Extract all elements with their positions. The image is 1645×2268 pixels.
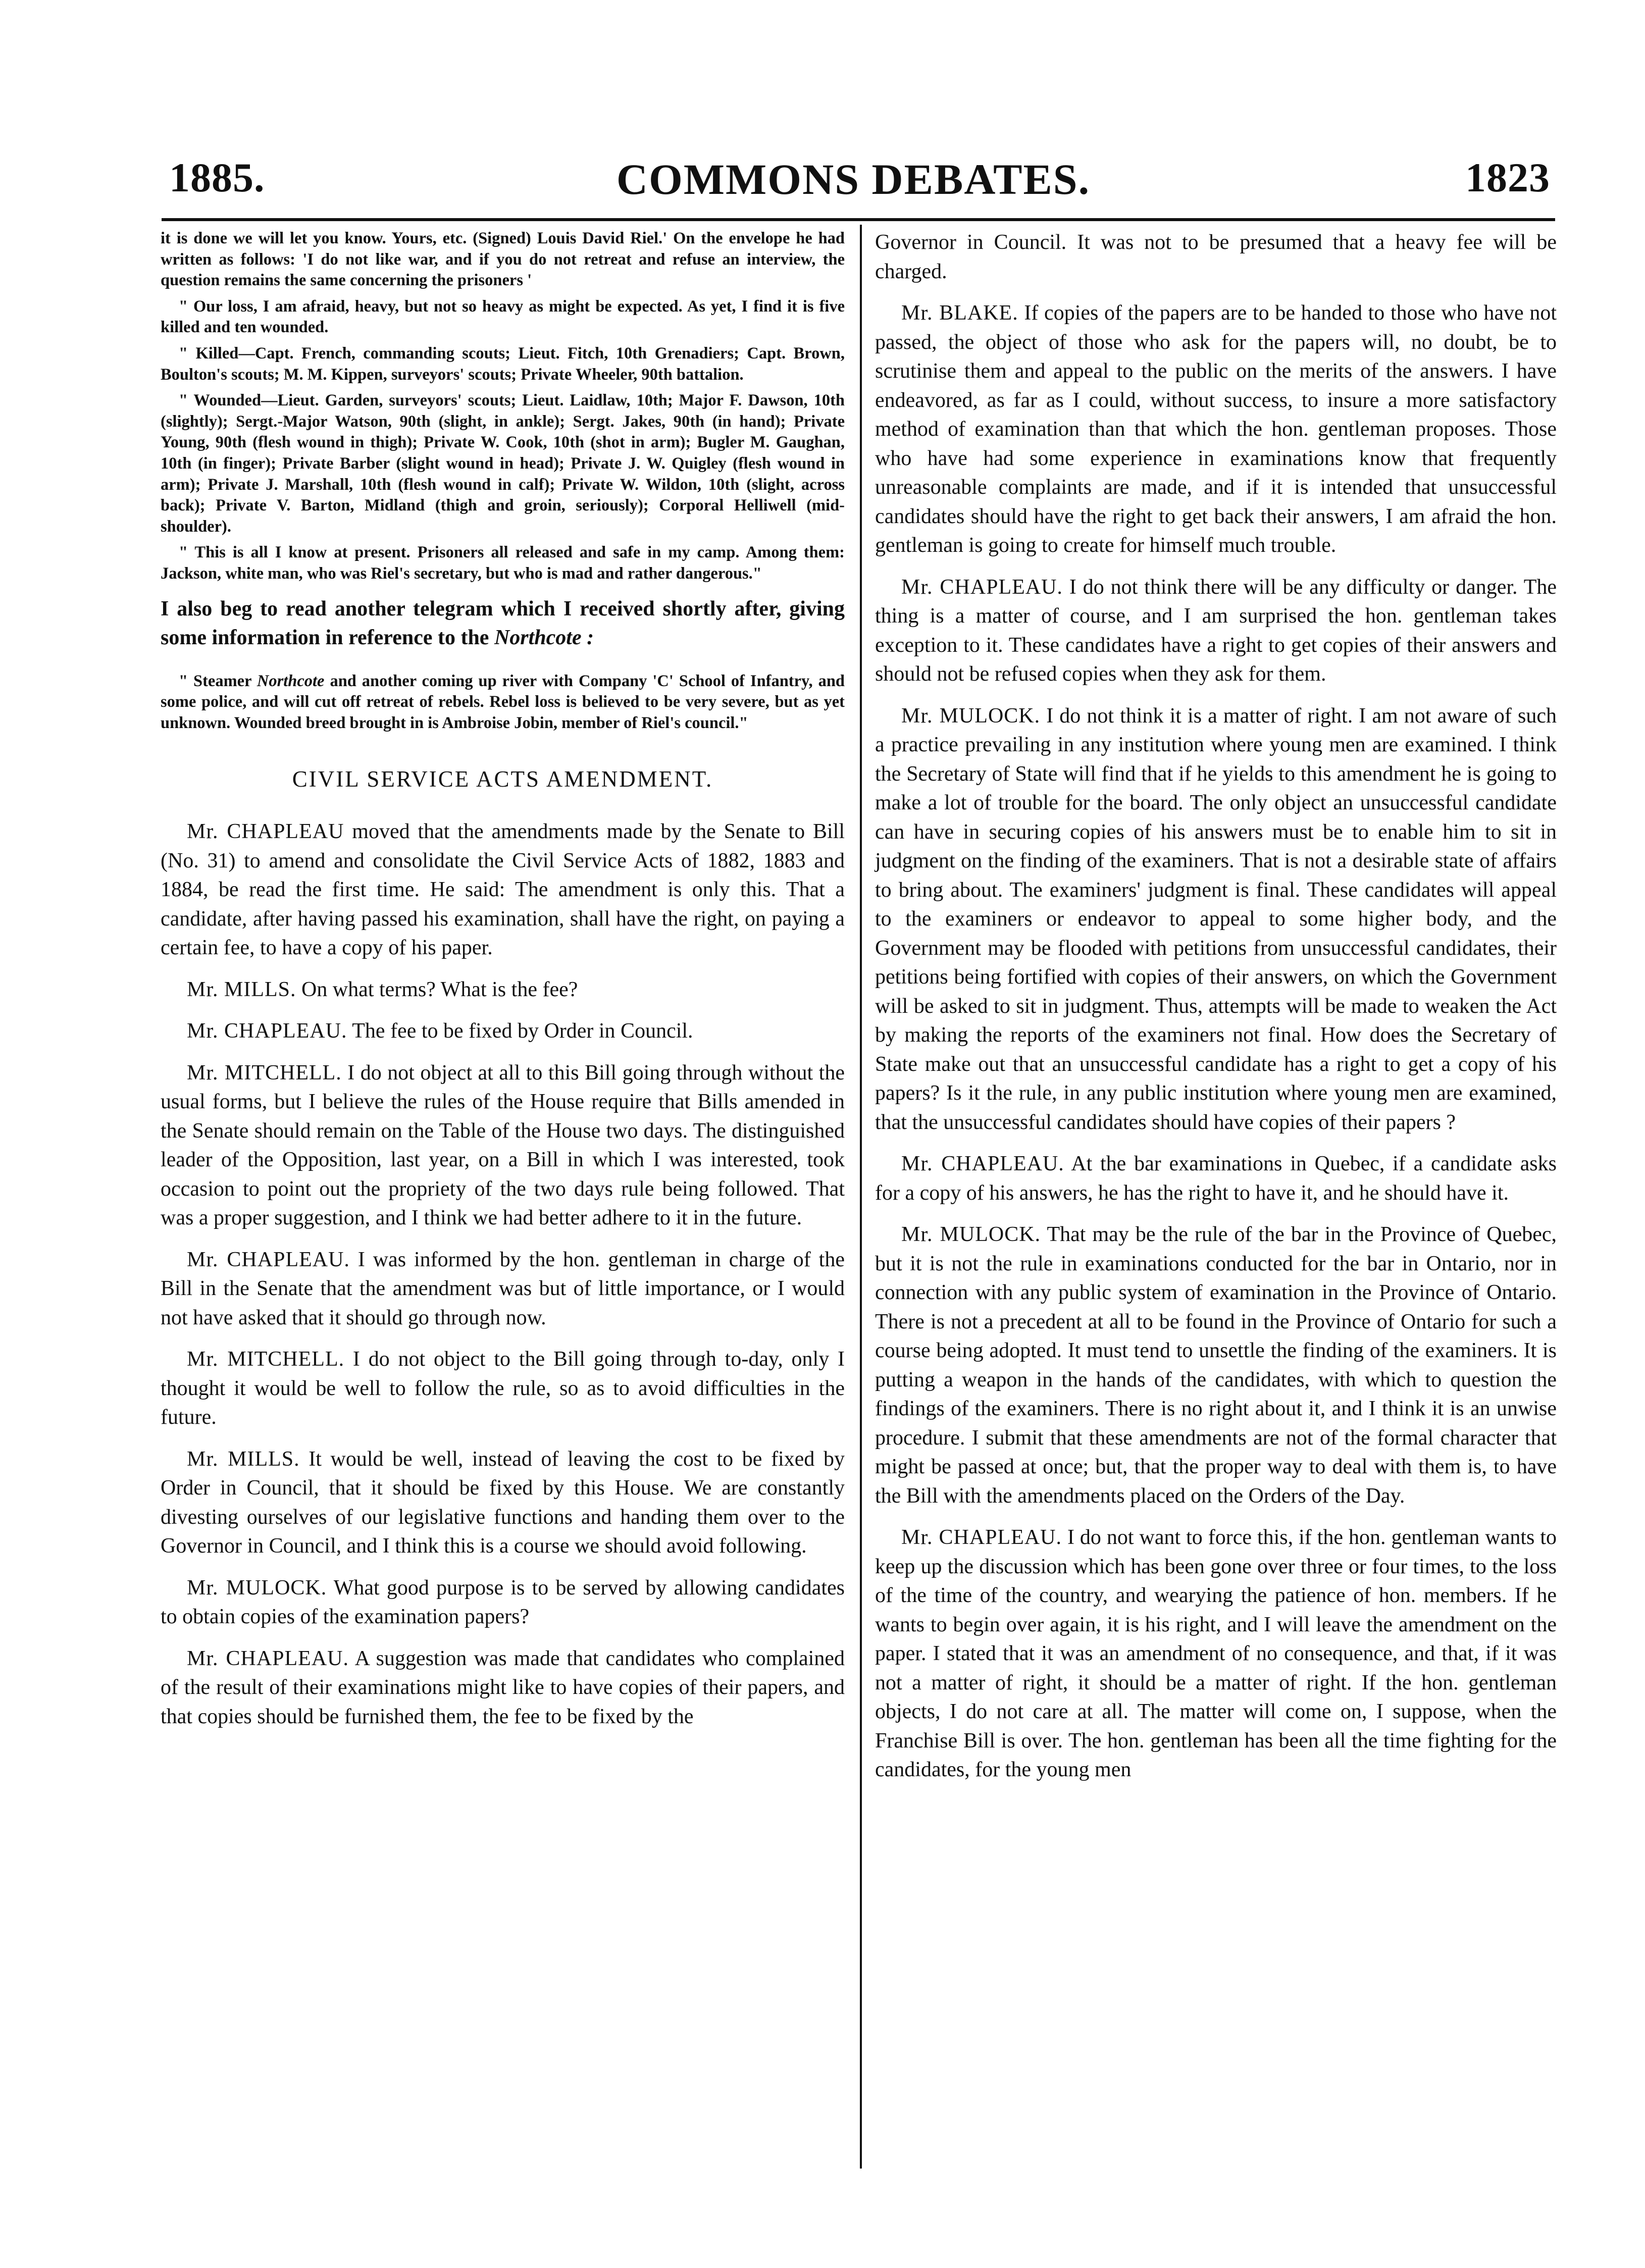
intro-text: I also beg to read another telegram which I received shortly after, giving some information in reference to the <box>161 597 845 649</box>
intro-paragraph <box>161 595 845 653</box>
speech-text: I was informed by the hon. gentleman in charge of the Bill in the Senate that the amendment was but of little importance, or I would not have asked that it should go through now. <box>161 1248 845 1329</box>
telegram-paragraph <box>161 671 845 734</box>
speech-paragraph <box>875 702 1557 1138</box>
speaker-name: Mr. MILLS. <box>187 1447 300 1471</box>
speaker-name: Mr. CHAPLEAU. <box>901 1152 1064 1175</box>
speech-paragraph <box>875 1220 1557 1511</box>
speech-text: That may be the rule of the bar in the Province of Quebec, but it is not the rule in examinations conducted for the bar in Ontario, nor in connection with any public system of examination in the Province of Ontario. There is not a precedent at all to be found in the Province of Ontario for such a course being adopted. It must tend to unsettle the finding of the examiners. It is putting a weapon in the hands of the candidates, with which to question the findings of the examiners. There is no right about it, and I think it is an unwise procedure. I submit that these amendments are not of the formal character that might be passed at once; but, that the proper way to deal with them is, to have the Bill with the amendments placed on the Orders of the Day. <box>875 1223 1557 1508</box>
telegram-open: " Steamer <box>179 672 257 690</box>
speech-text: On what terms? What is the fee? <box>296 977 578 1001</box>
continued-paragraph: Governor in Council. It was not to be presumed that a heavy fee will be charged. <box>875 231 1557 283</box>
speech-paragraph <box>161 1644 845 1732</box>
speech-text: I do not want to force this, if the hon. gentleman wants to keep up the discussion which has been gone over three or four times, to the loss of the time of the country, and wearying the patience of hon. members. If he wants to begin over again, it is his right, and I will leave the amendment on the paper. I stated that it was an amendment of no consequence, and that, if it was not a matter of right, it should be a matter of right. If the hon. gentleman objects, I do not care at all. The matter will come on, I suppose, when the Franchise Bill is over. The hon. gentleman has been all the time fighting for the candidates, for the young men <box>875 1526 1557 1781</box>
speech-text: It would be well, instead of leaving the cost to be fixed by Order in Council, that it should be fixed by this House. We are constantly divesting ourselves of our legislative functions and handing them over to the Governor in Council, and I think this is a course we should avoid following. <box>161 1447 845 1558</box>
speaker-name: Mr. CHAPLEAU. <box>901 575 1063 599</box>
speaker-name: Mr. MULOCK. <box>901 704 1041 728</box>
speech-paragraph <box>161 817 845 963</box>
speech-paragraph <box>161 1345 845 1432</box>
header-title: COMMONS DEBATES. <box>616 155 1091 203</box>
telegram-paragraph: it is done we will let you know. Yours, etc. (Signed) Louis David Riel.' On the envelope he had written as follows: 'I do not like war, and if you do not retreat and refuse an interview, the question remains the same concerning the prisoners ' <box>161 229 845 290</box>
speech-paragraph <box>161 1574 845 1632</box>
speech-text: I do not object at all to this Bill going through without the usual forms, but I believe the rules of the House require that Bills amended in the Senate should remain on the Table of the House two days. The distinguished leader of the Opposition, last year, on a Bill in which I was interested, took occasion to point out the propriety of the two days rule being followed. That was a proper suggestion, and I think we had better adhere to it in the future. <box>161 1061 845 1230</box>
speech-text: I do not object to the Bill going through to-day, only I thought it would be well to follow the rule, so as to avoid difficulties in the future. <box>161 1348 845 1429</box>
speech-text: I do not think there will be any difficulty or danger. The thing is a matter of course, and I am surprised the hon. gentleman takes exception to it. These candidates have a right to get copies of their answers and should not be refused copies when they ask for them. <box>875 575 1557 686</box>
ship-name: Northcote <box>256 672 325 690</box>
speech-text: A suggestion was made that candidates who complained of the result of their examinations might like to have copies of their papers, and that copies should be furnished them, the fee to be fixed by the <box>161 1646 845 1728</box>
speech-paragraph <box>875 1150 1557 1208</box>
speaker-name: Mr. MITCHELL. <box>187 1061 342 1085</box>
left-column <box>161 228 845 1744</box>
telegram-paragraph: " This is all I know at present. Prisoners all released and safe in my camp. Among them: Jackson, white man, who was Riel's secretary, but who is mad and rather dangerous." <box>161 543 845 583</box>
speaker-name: Mr. MITCHELL. <box>187 1348 345 1371</box>
speaker-name: Mr. MILLS. <box>187 977 296 1001</box>
section-heading: CIVIL SERVICE ACTS AMENDMENT. <box>292 766 713 792</box>
ship-name: Northcote : <box>494 626 594 649</box>
speaker-name: Mr. CHAPLEAU <box>187 820 344 844</box>
speech-paragraph <box>875 299 1557 560</box>
speaker-name: Mr. BLAKE. <box>901 301 1018 325</box>
telegram-paragraph: " Our loss, I am afraid, heavy, but not so heavy as might be expected. As yet, I find it is five killed and ten wounded. <box>161 297 845 337</box>
speech-text: If copies of the papers are to be handed to those who have not passed, the object of those who ask for the papers will, no doubt, be to scrutinise them and appeal to the public on the merits of the answers. I have endeavored, as far as I could, without success, to insure a more satisfactory method of examination than that which the hon. gentleman proposes. Those who have had some experience in examinations know that frequently unreasonable complaints are made, and if it is intended that unsuccessful candidates should have the right to get back their answers, I am afraid the hon. gentleman is going to create for himself much trouble. <box>875 301 1557 557</box>
speech-text: moved that the amendments made by the Senate to Bill (No. 31) to amend and consolidate the Civil Service Acts of 1882, 1883 and 1884, be read the first time. He said: The amendment is only this. That a candidate, after having passed his examination, shall have the right, on paying a certain fee, to have a copy of his paper. <box>161 820 845 960</box>
speech-text: What good purpose is to be served by allowing candidates to obtain copies of the examination papers? <box>161 1576 845 1629</box>
speaker-name: Mr. CHAPLEAU. <box>187 1019 347 1043</box>
right-column <box>875 228 1557 1797</box>
page-header <box>151 144 1555 215</box>
speaker-name: Mr. MULOCK. <box>187 1576 327 1600</box>
telegram-paragraph: " Wounded—Lieut. Garden, surveyors' scouts; Lieut. Laidlaw, 10th; Major F. Dawson, 10th (slightly); Sergt.-Major Watson, 90th (slight, in ankle); Sergt. Jakes, 90th (in hand); Private Young, 90th (flesh wound in thigh); Private W. Cook, 10th (shot in arm); Bugler M. Gaughan, 10th (in finger); Private Barber (slight wound in head); Private J. W. Quigley (flesh wound in arm); Private J. Marshall, 10th (flesh wound in calf); Private W. Wildon, 10th (slight, across back); Private V. Barton, Midland (thigh and groin, seriously); Corporal Helliwell (mid-shoulder). <box>161 391 845 536</box>
page-number: 1823 <box>1465 154 1550 200</box>
speech-paragraph <box>875 573 1557 689</box>
column-divider <box>860 225 862 2169</box>
speaker-name: Mr. CHAPLEAU. <box>901 1526 1062 1549</box>
header-year: 1885. <box>169 154 265 200</box>
telegram-text: and another coming up river with Company 'C' School of Infantry, and some police, and will cut off retreat of rebels. Rebel loss is believed to be very severe, but as yet unknown. Wounded breed brought in is Ambroise Jobin, member of Riel's council." <box>161 672 845 732</box>
speaker-name: Mr. CHAPLEAU. <box>187 1248 350 1271</box>
speech-paragraph <box>875 1523 1557 1785</box>
speaker-name: Mr. CHAPLEAU. <box>187 1646 349 1670</box>
telegram-paragraph: " Killed—Capt. French, commanding scouts; Lieut. Fitch, 10th Grenadiers; Capt. Brown, Boulton's scouts; M. M. Kippen, surveyors' scouts; Private Wheeler, 90th battalion. <box>161 344 845 384</box>
speech-text: The fee to be fixed by Order in Council. <box>347 1019 693 1043</box>
speech-paragraph <box>161 1246 845 1333</box>
speaker-name: Mr. MULOCK. <box>901 1223 1041 1246</box>
speech-text: I do not think it is a matter of right. I am not aware of such a practice prevailing in any institution where young men are examined. I think the Secretary of State will find that if he yields to this amendment he is going to make a lot of trouble for the board. The only object an unsuccessful candidate can have in securing copies of his answers must be to enable him to sit in judgment on the finding of the examiners. That is not a desirable state of affairs to bring about. The examiners' judgment is final. These candidates will appeal to the examiners or endeavor to appeal to some higher body, and the Government may be flooded with petitions from unsuccessful candidates, their petitions being fortified with copies of their answers, on which the Government will be asked to sit in judgment. Thus, attempts will be made to weaken the Act by making the reports of the examiners not final. How does the Secretary of State make out that an unsuccessful candidate has a right to get a copy of his papers? Is it the rule, in any public institution where young men are examined, that the unsuccessful candidates should have copies of their papers ? <box>875 704 1557 1134</box>
speech-paragraph <box>161 975 845 1005</box>
speech-paragraph <box>161 1445 845 1561</box>
speech-paragraph <box>161 1059 845 1233</box>
speech-paragraph <box>161 1017 845 1046</box>
header-rule <box>162 218 1555 221</box>
speech-text: At the bar examinations in Quebec, if a candidate asks for a copy of his answers, he has the right to have it, and he should have it. <box>875 1152 1557 1205</box>
